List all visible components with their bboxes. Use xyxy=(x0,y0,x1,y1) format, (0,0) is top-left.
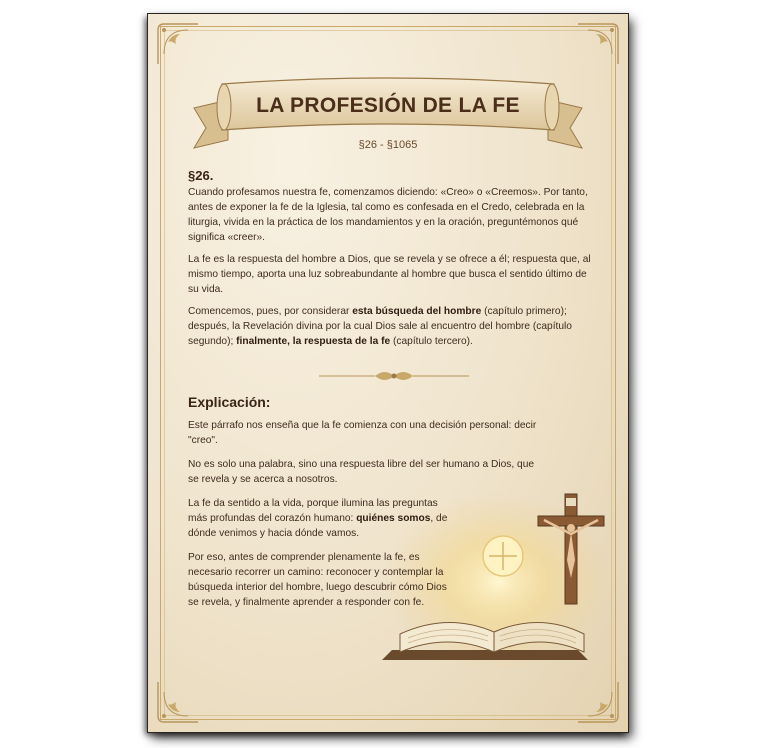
paragraph-3-text: Comencemos, pues, por considerar xyxy=(188,306,353,317)
emphasis-response: finalmente, la respuesta de la fe xyxy=(236,336,391,347)
paragraph-1: Cuando profesamos nuestra fe, comenzamos diciendo: «Creo» o «Creemos». Por tanto, antes de exponer la fe de la Iglesia, tal como es confesada en el Credo, celebrada en la liturgia, vivida en la práctica de los mandamientos y en la oración, preguntémonos qué significa «creer». xyxy=(188,187,588,243)
corner-ornament-icon xyxy=(154,20,202,68)
paragraph-3-text: (capítulo tercero). xyxy=(390,336,473,347)
emphasis-search: esta búsqueda del hombre xyxy=(352,306,482,317)
explanation-paragraph-4: Por eso, antes de comprender plenamente la fe, es necesario recorrer un camino: reconocer y contemplar la búsqueda interior del hombre, luego descubrir cómo Dios se revela, y finalmente aprender a responder con fe. xyxy=(188,552,447,608)
parchment-card xyxy=(148,14,628,732)
main-content xyxy=(188,168,600,619)
paragraph-2: La fe es la respuesta del hombre a Dios, que se revela y se ofrece a él; respuesta que, al mismo tiempo, aporta una luz sobreabundante al hombre que busca el sentido último de su vida. xyxy=(188,254,591,295)
paragraph-3-text: (capítulo primero); después, la Revelación divina por la cual Dios sale al encuentro del hombre (capítulo segundo); xyxy=(188,306,572,347)
paragraph-range: §26 - §1065 xyxy=(358,139,418,151)
corner-ornament-icon xyxy=(574,678,622,726)
emphasis-who-we-are: quiénes somos xyxy=(356,513,431,524)
section-heading: §26. xyxy=(188,168,214,183)
corner-ornament-icon xyxy=(574,20,622,68)
explanation-paragraph-2: No es solo una palabra, sino una respuesta libre del ser humano a Dios, que se revela y se acerca a nosotros. xyxy=(188,459,535,485)
explanation-paragraph-3 xyxy=(188,496,458,541)
explanation-paragraph-1: Este párrafo nos enseña que la fe comienza con una decisión personal: decir "creo". xyxy=(188,420,537,446)
explanation-text: , de dónde venimos y hacia dónde vamos. xyxy=(188,513,448,539)
ornamental-divider-icon xyxy=(319,367,469,385)
explanation-heading: Explicación: xyxy=(188,394,271,410)
page-title: LA PROFESIÓN DE LA FE xyxy=(256,94,520,117)
corner-ornament-icon xyxy=(154,678,202,726)
explanation-text: La fe da sentido a la vida, porque ilumina las preguntas más profundas del corazón humano: xyxy=(188,498,438,524)
paragraph-3 xyxy=(188,304,600,349)
explanation-block xyxy=(188,395,600,610)
